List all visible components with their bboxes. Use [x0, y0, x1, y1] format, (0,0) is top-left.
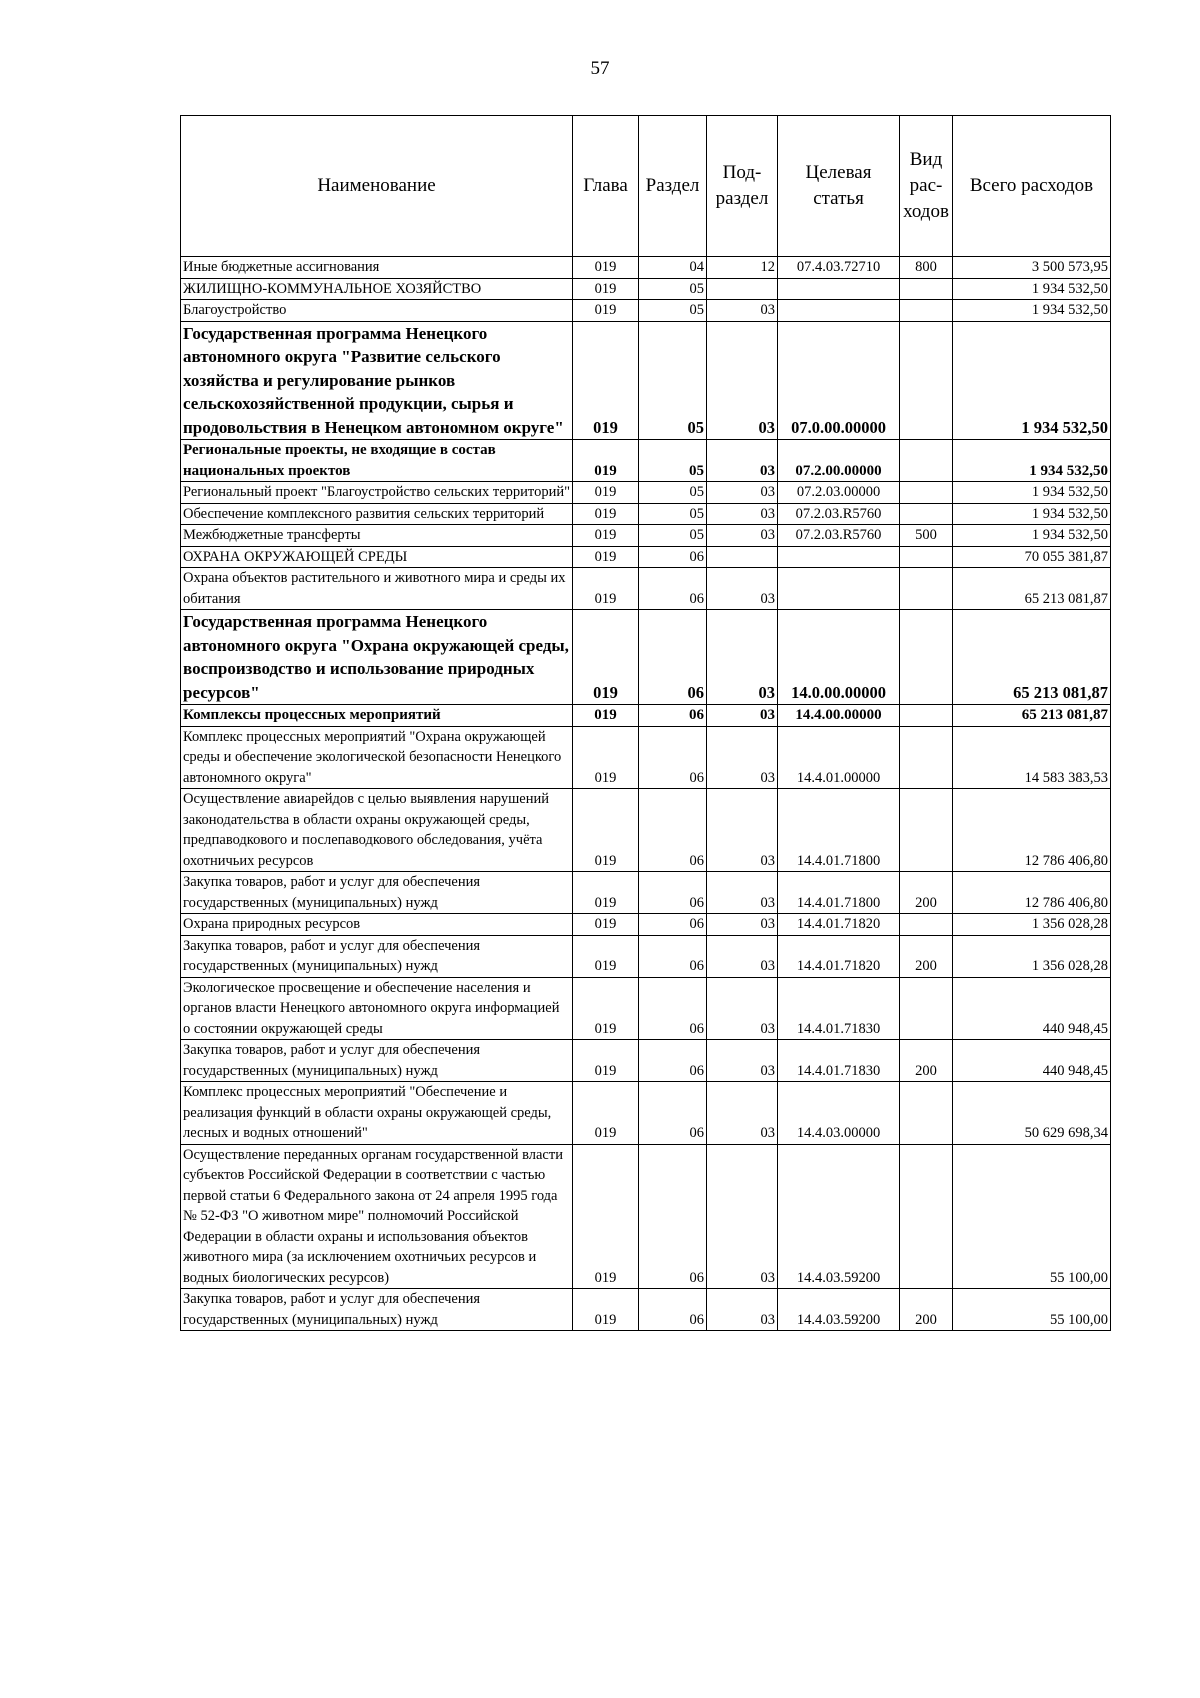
row-podrazdel: 03 — [707, 726, 778, 789]
row-name: Иные бюджетные ассигнования — [181, 257, 573, 279]
row-name: Комплекс процессных мероприятий "Обеспечение и реализация функций в области охраны окружающей среды, лесных и водных отношений" — [181, 1082, 573, 1145]
row-glava: 019 — [573, 300, 639, 322]
row-total: 1 934 532,50 — [953, 525, 1111, 547]
row-vid — [900, 789, 953, 872]
row-statya: 07.2.03.R5760 — [778, 503, 900, 525]
row-name: Региональные проекты, не входящие в состав национальных проектов — [181, 440, 573, 482]
header-podrazdel: Под-раздел — [707, 116, 778, 257]
row-total: 14 583 383,53 — [953, 726, 1111, 789]
row-razdel: 06 — [639, 872, 707, 914]
row-razdel: 05 — [639, 525, 707, 547]
row-glava: 019 — [573, 503, 639, 525]
row-razdel: 05 — [639, 321, 707, 440]
row-statya: 14.4.03.59200 — [778, 1289, 900, 1331]
header-razdel: Раздел — [639, 116, 707, 257]
row-total: 65 213 081,87 — [953, 568, 1111, 610]
row-name: Осуществление авиарейдов с целью выявления нарушений законодательства в области охраны окружающей среды, предпаводкового и послепаводкового обследования, учёта охотничьих ресурсов — [181, 789, 573, 872]
row-razdel: 06 — [639, 935, 707, 977]
table-row — [181, 705, 1111, 727]
row-podrazdel: 03 — [707, 1144, 778, 1289]
row-razdel: 04 — [639, 257, 707, 279]
row-name: Охрана природных ресурсов — [181, 914, 573, 936]
row-razdel: 05 — [639, 503, 707, 525]
row-razdel: 05 — [639, 278, 707, 300]
table-row — [181, 935, 1111, 977]
row-razdel: 05 — [639, 440, 707, 482]
row-name: Охрана объектов растительного и животного мира и среды их обитания — [181, 568, 573, 610]
row-total: 65 213 081,87 — [953, 705, 1111, 727]
row-name: Закупка товаров, работ и услуг для обеспечения государственных (муниципальных) нужд — [181, 1289, 573, 1331]
row-name: ОХРАНА ОКРУЖАЮЩЕЙ СРЕДЫ — [181, 546, 573, 568]
row-podrazdel: 03 — [707, 705, 778, 727]
row-vid — [900, 610, 953, 705]
row-total: 65 213 081,87 — [953, 610, 1111, 705]
row-glava: 019 — [573, 1040, 639, 1082]
row-name: Закупка товаров, работ и услуг для обеспечения государственных (муниципальных) нужд — [181, 935, 573, 977]
row-razdel: 06 — [639, 1082, 707, 1145]
table-row — [181, 1144, 1111, 1289]
row-razdel: 05 — [639, 482, 707, 504]
row-vid — [900, 705, 953, 727]
table-row — [181, 568, 1111, 610]
row-vid: 200 — [900, 935, 953, 977]
row-razdel: 06 — [639, 789, 707, 872]
row-podrazdel: 03 — [707, 568, 778, 610]
table-row — [181, 300, 1111, 322]
table-row — [181, 1082, 1111, 1145]
row-glava: 019 — [573, 705, 639, 727]
row-total: 1 934 532,50 — [953, 440, 1111, 482]
row-razdel: 06 — [639, 1289, 707, 1331]
row-statya: 07.4.03.72710 — [778, 257, 900, 279]
table-row — [181, 789, 1111, 872]
row-name: Государственная программа Ненецкого автономного округа "Развитие сельского хозяйства и регулирование рынков сельскохозяйственной продукции, сырья и продовольствия в Ненецком автономном округе" — [181, 321, 573, 440]
row-name: ЖИЛИЩНО-КОММУНАЛЬНОЕ ХОЗЯЙСТВО — [181, 278, 573, 300]
row-podrazdel: 03 — [707, 503, 778, 525]
row-total: 55 100,00 — [953, 1144, 1111, 1289]
row-razdel: 06 — [639, 726, 707, 789]
row-glava: 019 — [573, 257, 639, 279]
row-vid — [900, 321, 953, 440]
row-razdel: 06 — [639, 977, 707, 1040]
row-razdel: 06 — [639, 568, 707, 610]
row-vid — [900, 977, 953, 1040]
row-total: 1 934 532,50 — [953, 503, 1111, 525]
row-vid: 200 — [900, 872, 953, 914]
row-vid — [900, 278, 953, 300]
row-podrazdel: 03 — [707, 300, 778, 322]
row-podrazdel: 03 — [707, 321, 778, 440]
row-vid: 800 — [900, 257, 953, 279]
row-glava: 019 — [573, 546, 639, 568]
row-statya: 07.2.00.00000 — [778, 440, 900, 482]
row-podrazdel: 03 — [707, 482, 778, 504]
row-vid — [900, 1082, 953, 1145]
table-row — [181, 321, 1111, 440]
row-statya: 14.4.01.71800 — [778, 872, 900, 914]
header-vid: Вид рас-ходов — [900, 116, 953, 257]
row-razdel: 05 — [639, 300, 707, 322]
row-total: 1 356 028,28 — [953, 914, 1111, 936]
row-glava: 019 — [573, 525, 639, 547]
row-vid — [900, 503, 953, 525]
row-total: 1 934 532,50 — [953, 300, 1111, 322]
row-name: Обеспечение комплексного развития сельских территорий — [181, 503, 573, 525]
row-glava: 019 — [573, 440, 639, 482]
table-row — [181, 525, 1111, 547]
row-statya: 14.4.01.00000 — [778, 726, 900, 789]
row-total: 1 934 532,50 — [953, 278, 1111, 300]
table-row — [181, 257, 1111, 279]
row-name: Региональный проект "Благоустройство сельских территорий" — [181, 482, 573, 504]
row-name: Закупка товаров, работ и услуг для обеспечения государственных (муниципальных) нужд — [181, 1040, 573, 1082]
row-statya: 14.4.01.71820 — [778, 935, 900, 977]
row-glava: 019 — [573, 935, 639, 977]
row-statya: 14.4.01.71830 — [778, 1040, 900, 1082]
table-row — [181, 546, 1111, 568]
header-total: Всего расходов — [953, 116, 1111, 257]
table-header-row — [181, 116, 1111, 257]
row-razdel: 06 — [639, 1144, 707, 1289]
row-glava: 019 — [573, 1144, 639, 1289]
row-razdel: 06 — [639, 914, 707, 936]
row-glava: 019 — [573, 568, 639, 610]
row-total: 12 786 406,80 — [953, 789, 1111, 872]
row-name: Закупка товаров, работ и услуг для обеспечения государственных (муниципальных) нужд — [181, 872, 573, 914]
row-podrazdel: 03 — [707, 1289, 778, 1331]
row-glava: 019 — [573, 1289, 639, 1331]
table-row — [181, 1040, 1111, 1082]
row-name: Комплекс процессных мероприятий "Охрана окружающей среды и обеспечение экологической безопасности Ненецкого автономного округа" — [181, 726, 573, 789]
row-podrazdel: 03 — [707, 872, 778, 914]
table-row — [181, 278, 1111, 300]
row-razdel: 06 — [639, 610, 707, 705]
row-vid — [900, 440, 953, 482]
row-name: Благоустройство — [181, 300, 573, 322]
row-vid — [900, 546, 953, 568]
row-statya: 14.4.00.00000 — [778, 705, 900, 727]
row-glava: 019 — [573, 789, 639, 872]
row-glava: 019 — [573, 610, 639, 705]
header-glava: Глава — [573, 116, 639, 257]
row-razdel: 06 — [639, 705, 707, 727]
row-statya: 14.4.01.71830 — [778, 977, 900, 1040]
row-podrazdel: 03 — [707, 525, 778, 547]
row-statya: 14.0.00.00000 — [778, 610, 900, 705]
table-row — [181, 726, 1111, 789]
row-total: 1 356 028,28 — [953, 935, 1111, 977]
row-podrazdel: 03 — [707, 789, 778, 872]
row-podrazdel: 12 — [707, 257, 778, 279]
row-podrazdel: 03 — [707, 440, 778, 482]
row-glava: 019 — [573, 872, 639, 914]
row-total: 55 100,00 — [953, 1289, 1111, 1331]
row-name: Экологическое просвещение и обеспечение населения и органов власти Ненецкого автономного округа информацией о состоянии окружающей среды — [181, 977, 573, 1040]
table-row — [181, 872, 1111, 914]
row-total: 50 629 698,34 — [953, 1082, 1111, 1145]
budget-table — [180, 115, 1111, 1331]
header-name: Наименование — [181, 116, 573, 257]
table-row — [181, 482, 1111, 504]
table-row — [181, 440, 1111, 482]
table-row — [181, 977, 1111, 1040]
row-vid: 200 — [900, 1289, 953, 1331]
row-total: 1 934 532,50 — [953, 482, 1111, 504]
row-vid — [900, 914, 953, 936]
row-statya: 14.4.01.71820 — [778, 914, 900, 936]
row-total: 440 948,45 — [953, 977, 1111, 1040]
row-vid: 200 — [900, 1040, 953, 1082]
row-vid — [900, 568, 953, 610]
row-total: 1 934 532,50 — [953, 321, 1111, 440]
row-statya: 07.2.03.R5760 — [778, 525, 900, 547]
row-glava: 019 — [573, 1082, 639, 1145]
row-total: 3 500 573,95 — [953, 257, 1111, 279]
row-vid — [900, 300, 953, 322]
row-statya — [778, 278, 900, 300]
row-vid: 500 — [900, 525, 953, 547]
row-razdel: 06 — [639, 546, 707, 568]
row-podrazdel: 03 — [707, 610, 778, 705]
table-row — [181, 914, 1111, 936]
row-glava: 019 — [573, 914, 639, 936]
row-glava: 019 — [573, 726, 639, 789]
table-row — [181, 503, 1111, 525]
row-vid — [900, 1144, 953, 1289]
row-vid — [900, 726, 953, 789]
row-podrazdel — [707, 278, 778, 300]
table-row — [181, 1289, 1111, 1331]
row-total: 70 055 381,87 — [953, 546, 1111, 568]
row-glava: 019 — [573, 977, 639, 1040]
row-statya: 07.0.00.00000 — [778, 321, 900, 440]
row-statya — [778, 568, 900, 610]
row-statya — [778, 300, 900, 322]
row-statya: 14.4.03.59200 — [778, 1144, 900, 1289]
row-name: Межбюджетные трансферты — [181, 525, 573, 547]
row-statya: 07.2.03.00000 — [778, 482, 900, 504]
row-podrazdel: 03 — [707, 935, 778, 977]
row-glava: 019 — [573, 482, 639, 504]
row-glava: 019 — [573, 321, 639, 440]
row-name: Государственная программа Ненецкого автономного округа "Охрана окружающей среды, воспроизводство и использование природных ресурсов" — [181, 610, 573, 705]
row-total: 440 948,45 — [953, 1040, 1111, 1082]
row-podrazdel: 03 — [707, 1082, 778, 1145]
row-glava: 019 — [573, 278, 639, 300]
page-number: 57 — [590, 58, 610, 79]
table-row — [181, 610, 1111, 705]
row-name: Осуществление переданных органам государственной власти субъектов Российской Федерации в соответствии с частью первой статьи 6 Федерального закона от 24 апреля 1995 года № 52-ФЗ "О животном мире" полномочий Российской Федерации в области охраны и использования объектов животного мира (за исключением охотничьих ресурсов и водных биологических ресурсов) — [181, 1144, 573, 1289]
row-razdel: 06 — [639, 1040, 707, 1082]
row-statya: 14.4.01.71800 — [778, 789, 900, 872]
row-podrazdel — [707, 546, 778, 568]
row-statya — [778, 546, 900, 568]
row-name: Комплексы процессных мероприятий — [181, 705, 573, 727]
row-podrazdel: 03 — [707, 1040, 778, 1082]
row-vid — [900, 482, 953, 504]
row-statya: 14.4.03.00000 — [778, 1082, 900, 1145]
header-statya: Целевая статья — [778, 116, 900, 257]
row-podrazdel: 03 — [707, 914, 778, 936]
row-total: 12 786 406,80 — [953, 872, 1111, 914]
row-podrazdel: 03 — [707, 977, 778, 1040]
